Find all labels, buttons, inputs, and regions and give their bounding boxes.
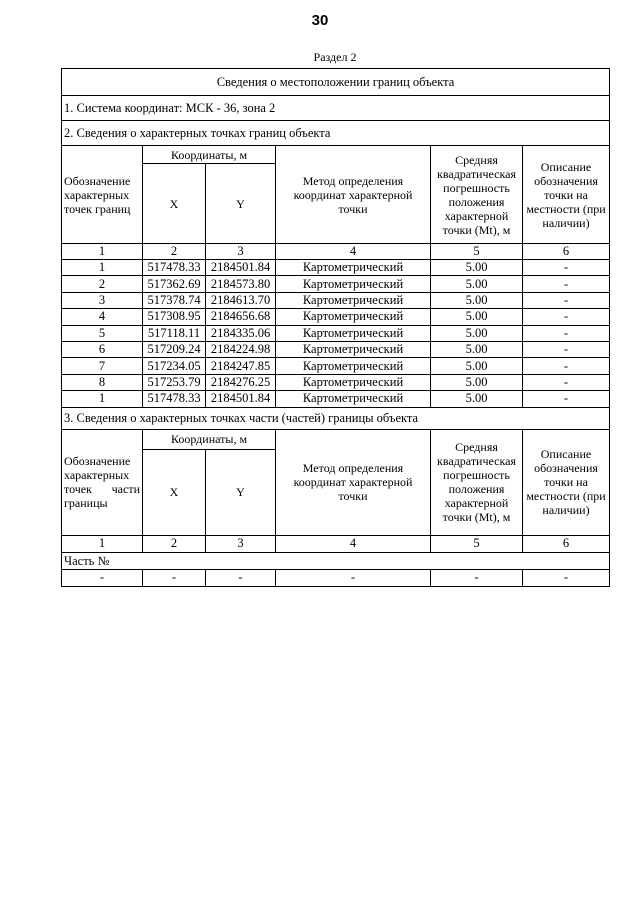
coord-x: 517378.74 (143, 292, 206, 308)
part-header-x: X (143, 449, 206, 535)
coord-system: 1. Система координат: МСК - 36, зона 2 (62, 96, 610, 121)
part-header-method: Метод определения координат характерной точки (276, 429, 431, 535)
point-number: 8 (62, 374, 143, 390)
coord-y: 2184573.80 (206, 276, 276, 292)
method: Картометрический (276, 260, 431, 276)
coord-y: 2184276.25 (206, 374, 276, 390)
boundary-point-row (62, 341, 610, 357)
column-number: 6 (523, 535, 610, 552)
header-y: Y (206, 164, 276, 244)
description: - (523, 309, 610, 325)
table-head-section (62, 69, 610, 244)
boundary-point-row (62, 374, 610, 390)
point-number: 6 (62, 341, 143, 357)
part-header-error: Средняя квадратическая погрешность положения характерной точки (Mt), м (431, 429, 523, 535)
part-header-designation: Обозначение характерных точек части границы (62, 429, 143, 535)
mean-error: 5.00 (431, 341, 523, 357)
mean-error: 5.00 (431, 374, 523, 390)
header-designation: Обозначение характерных точек границ (62, 146, 143, 244)
coord-y: 2184247.85 (206, 358, 276, 374)
column-number: 6 (523, 244, 610, 260)
description: - (523, 374, 610, 390)
point-number: - (62, 569, 143, 586)
coord-y: 2184335.06 (206, 325, 276, 341)
column-numbers-row (62, 244, 610, 260)
header-description: Описание обозначения точки на местности (при наличии) (523, 146, 610, 244)
boundary-point-row (62, 260, 610, 276)
mean-error: - (431, 569, 523, 586)
coord-x: 517362.69 (143, 276, 206, 292)
coord-x: 517118.11 (143, 325, 206, 341)
boundary-point-row (62, 292, 610, 308)
page-number: 30 (311, 12, 329, 29)
coord-x: 517478.33 (143, 260, 206, 276)
coord-y: 2184501.84 (206, 260, 276, 276)
point-number: 4 (62, 309, 143, 325)
header-x: X (143, 164, 206, 244)
part-head-section (62, 407, 610, 535)
coord-x: 517478.33 (143, 391, 206, 407)
boundary-point-row (62, 276, 610, 292)
coord-y: 2184501.84 (206, 391, 276, 407)
part-header-y: Y (206, 449, 276, 535)
coord-x: 517308.95 (143, 309, 206, 325)
boundary-point-row (62, 358, 610, 374)
method: Картометрический (276, 391, 431, 407)
column-number: 5 (431, 244, 523, 260)
part-header-coordinates: Координаты, м (143, 429, 276, 449)
method: - (276, 569, 431, 586)
method: Картометрический (276, 341, 431, 357)
mean-error: 5.00 (431, 358, 523, 374)
mean-error: 5.00 (431, 391, 523, 407)
table-title: Сведения о местоположении границ объекта (62, 69, 610, 96)
part-point-row (62, 569, 610, 586)
description: - (523, 325, 610, 341)
boundary-point-row (62, 325, 610, 341)
part-points-body (62, 569, 610, 586)
coord-y: 2184656.68 (206, 309, 276, 325)
column-number: 2 (143, 244, 206, 260)
method: Картометрический (276, 325, 431, 341)
method: Картометрический (276, 358, 431, 374)
column-number: 1 (62, 535, 143, 552)
method: Картометрический (276, 276, 431, 292)
part-column-numbers-row (62, 535, 610, 552)
boundary-point-row (62, 391, 610, 407)
mean-error: 5.00 (431, 325, 523, 341)
part-label-section (62, 552, 610, 569)
point-number: 3 (62, 292, 143, 308)
section-label: Раздел 2 (313, 50, 357, 64)
point-number: 7 (62, 358, 143, 374)
boundary-table (61, 68, 610, 587)
column-number: 1 (62, 244, 143, 260)
header-coordinates: Координаты, м (143, 146, 276, 164)
boundary-points-heading: 2. Сведения о характерных точках границ объекта (62, 121, 610, 146)
coord-y: 2184613.70 (206, 292, 276, 308)
point-number: 1 (62, 260, 143, 276)
column-number: 2 (143, 535, 206, 552)
coord-y: 2184224.98 (206, 341, 276, 357)
mean-error: 5.00 (431, 309, 523, 325)
part-label: Часть № (62, 552, 610, 569)
point-number: 5 (62, 325, 143, 341)
column-number: 3 (206, 535, 276, 552)
description: - (523, 292, 610, 308)
description: - (523, 276, 610, 292)
header-method: Метод определения координат характерной точки (276, 146, 431, 244)
point-number: 2 (62, 276, 143, 292)
description: - (523, 358, 610, 374)
column-number: 4 (276, 535, 431, 552)
description: - (523, 341, 610, 357)
mean-error: 5.00 (431, 292, 523, 308)
method: Картометрический (276, 374, 431, 390)
coord-x: 517253.79 (143, 374, 206, 390)
description: - (523, 569, 610, 586)
boundary-point-row (62, 309, 610, 325)
column-number: 3 (206, 244, 276, 260)
part-points-heading: 3. Сведения о характерных точках части (частей) границы объекта (62, 407, 610, 429)
column-number: 4 (276, 244, 431, 260)
description: - (523, 391, 610, 407)
coord-x: 517209.24 (143, 341, 206, 357)
mean-error: 5.00 (431, 260, 523, 276)
header-error: Средняя квадратическая погрешность положения характерной точки (Mt), м (431, 146, 523, 244)
part-column-numbers-body (62, 535, 610, 552)
method: Картометрический (276, 309, 431, 325)
mean-error: 5.00 (431, 276, 523, 292)
point-number: 1 (62, 391, 143, 407)
column-number: 5 (431, 535, 523, 552)
method: Картометрический (276, 292, 431, 308)
part-header-description: Описание обозначения точки на местности (при наличии) (523, 429, 610, 535)
coord-y: - (206, 569, 276, 586)
boundary-points-body (62, 244, 610, 408)
description: - (523, 260, 610, 276)
coord-x: 517234.05 (143, 358, 206, 374)
coord-x: - (143, 569, 206, 586)
